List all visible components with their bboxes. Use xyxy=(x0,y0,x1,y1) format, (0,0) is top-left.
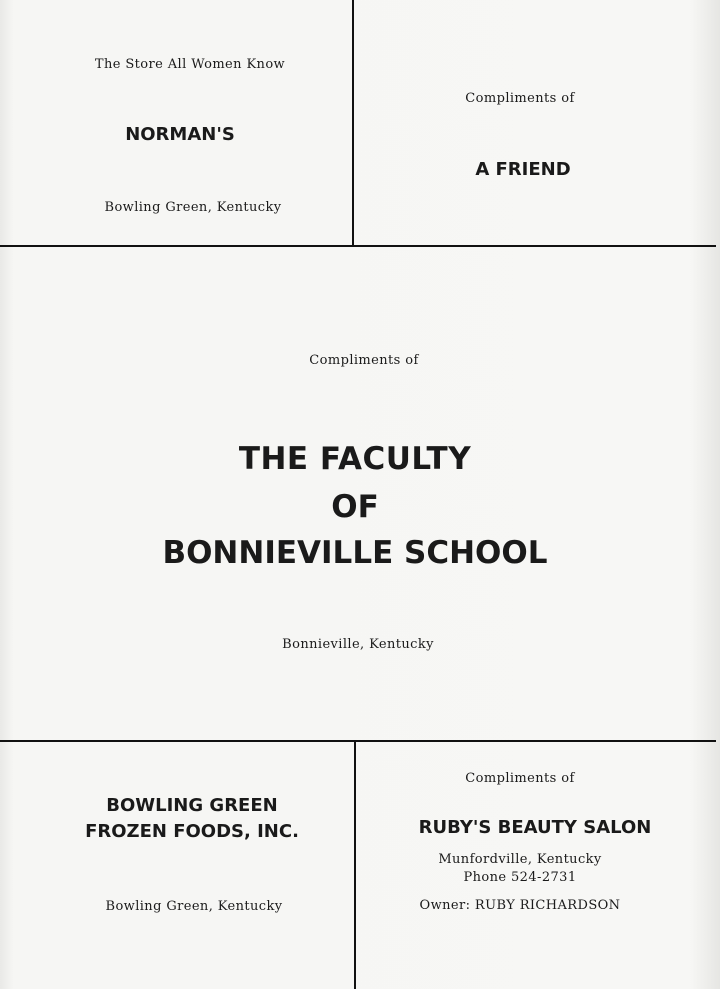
divider-top-vertical xyxy=(352,0,354,246)
normans-location: Bowling Green, Kentucky xyxy=(104,200,282,215)
faculty-compliments: Compliments of xyxy=(309,353,419,368)
divider-bottom-vertical xyxy=(354,741,356,989)
rubys-name: RUBY'S BEAUTY SALON xyxy=(418,817,652,838)
frozen-foods-name-line-1: BOWLING GREEN xyxy=(106,795,278,816)
faculty-line-2: OF xyxy=(331,489,379,525)
faculty-location: Bonnieville, Kentucky xyxy=(282,637,434,652)
rubys-owner: Owner: RUBY RICHARDSON xyxy=(419,898,621,913)
normans-tagline: The Store All Women Know xyxy=(94,57,286,72)
rubys-phone: Phone 524-2731 xyxy=(463,870,577,885)
rubys-compliments: Compliments of xyxy=(465,771,575,786)
rubys-location: Munfordville, Kentucky xyxy=(438,852,602,867)
faculty-line-3: BONNIEVILLE SCHOOL xyxy=(162,535,548,571)
frozen-foods-location: Bowling Green, Kentucky xyxy=(105,899,283,914)
friend-name: A FRIEND xyxy=(475,159,571,180)
friend-compliments: Compliments of xyxy=(465,91,575,106)
faculty-line-1: THE FACULTY xyxy=(238,441,472,477)
divider-bottom-horizontal xyxy=(0,740,716,742)
frozen-foods-name-line-2: FROZEN FOODS, INC. xyxy=(85,821,299,842)
divider-top-horizontal xyxy=(0,245,716,247)
normans-name: NORMAN'S xyxy=(125,124,235,145)
